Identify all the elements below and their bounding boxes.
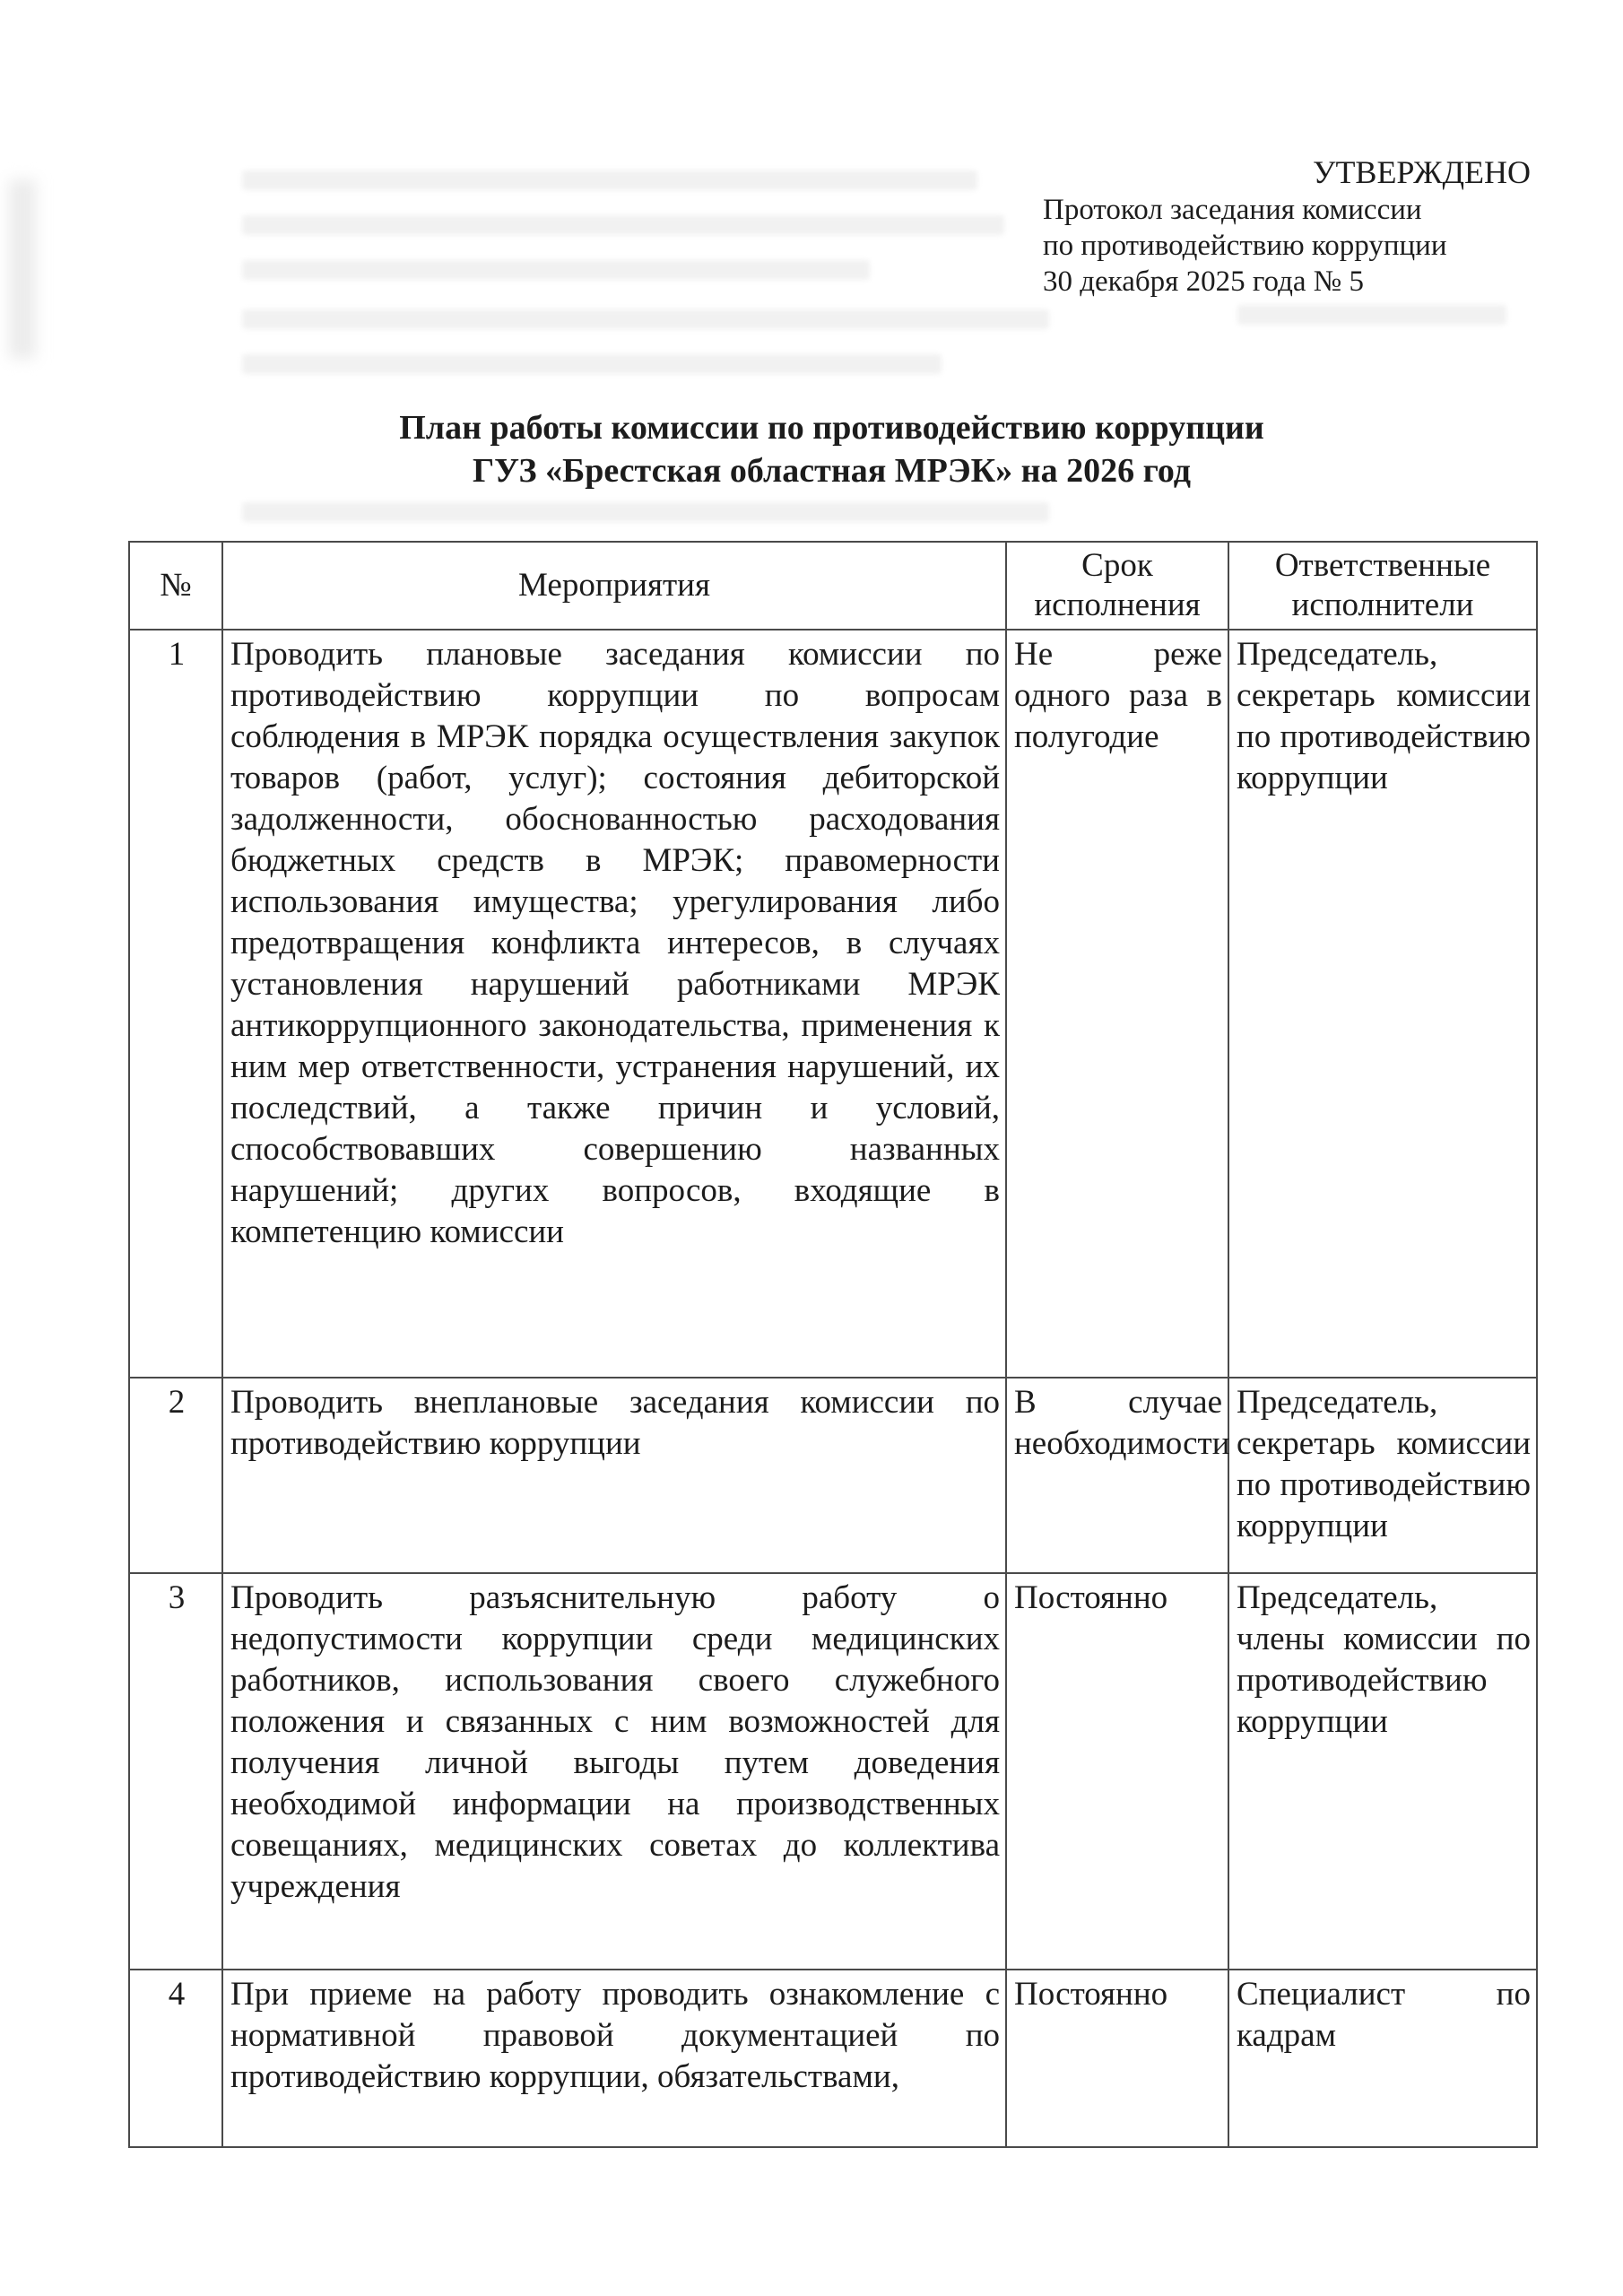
header-term-line-1: Срок — [1081, 547, 1153, 584]
scan-shadow — [9, 179, 36, 359]
row-number: 3 — [129, 1573, 222, 1970]
row-activity: При приеме на работу проводить ознакомление с нормативной правовой документацией по противодействию коррупции, обязательствами, — [222, 1970, 1006, 2147]
table-row — [129, 1378, 1537, 1573]
header-number: № — [129, 542, 222, 630]
header-activities: Мероприятия — [222, 542, 1006, 630]
header-term-line-2: исполнения — [1034, 587, 1201, 623]
work-plan-table — [128, 541, 1538, 2148]
table-row — [129, 630, 1537, 1378]
table-row — [129, 1573, 1537, 1970]
row-number: 2 — [129, 1378, 222, 1573]
bleed-through-artifact — [242, 354, 942, 374]
approval-date-line: 30 декабря 2025 года № 5 — [1043, 265, 1365, 298]
approval-commission-line: по противодействию коррупции — [1043, 230, 1447, 262]
document-title — [128, 406, 1535, 492]
row-activity: Проводить разъяснительную работу о недопустимости коррупции среди медицинских работников, использования своего служебного положения и связанных с ним возможностей для получения личной выгоды путем доведения необходимой информации на производственных совещаниях, медицинских советах до коллектива учреждения — [222, 1573, 1006, 1970]
row-responsible: Председатель, члены комиссии по противодействию коррупции — [1228, 1573, 1537, 1970]
row-responsible: Специалист по кадрам — [1228, 1970, 1537, 2147]
header-responsible-line-2: исполнители — [1291, 587, 1474, 623]
row-number: 4 — [129, 1970, 222, 2147]
row-activity: Проводить внеплановые заседания комиссии по противодействию коррупции — [222, 1378, 1006, 1573]
row-responsible: Председатель, секретарь комиссии по противодействию коррупции — [1228, 630, 1537, 1378]
row-term: Постоянно — [1006, 1970, 1228, 2147]
header-responsible — [1228, 542, 1537, 630]
header-term — [1006, 542, 1228, 630]
approval-protocol-line: Протокол заседания комиссии — [1043, 194, 1422, 226]
row-term: Не реже одного раза в полугодие — [1006, 630, 1228, 1378]
row-number: 1 — [129, 630, 222, 1378]
bleed-through-artifact — [242, 309, 1049, 329]
table-header-row — [129, 542, 1537, 630]
row-responsible: Председатель, секретарь комиссии по противодействию коррупции — [1228, 1378, 1537, 1573]
approval-stamp — [1043, 154, 1545, 300]
row-activity: Проводить плановые заседания комиссии по противодействию коррупции по вопросам соблюдения в МРЭК порядка осуществления закупок товаров (работ, услуг); состояния дебиторской задолженности, обоснованностью расходования бюджетных средств в МРЭК; правомерности использования имущества; урегулирования либо предотвращения конфликта интересов, в случаях установления нарушений работниками МРЭК антикоррупционного законодательства, применения к ним мер ответственности, устранения нарушений, их последствий, а также причин и условий, способствовавших совершению названных нарушений; других вопросов, входящие в компетенцию комиссии — [222, 630, 1006, 1378]
approved-label: УТВЕРЖДЕНО — [1312, 154, 1531, 190]
title-line-1: План работы комиссии по противодействию коррупции — [399, 409, 1264, 447]
table-row — [129, 1970, 1537, 2147]
bleed-through-artifact — [1237, 305, 1506, 325]
title-line-2: ГУЗ «Брестская областная МРЭК» на 2026 год — [472, 452, 1192, 490]
bleed-through-artifact — [242, 215, 1004, 235]
row-term: Постоянно — [1006, 1573, 1228, 1970]
row-term: В случае необходимости — [1006, 1378, 1228, 1573]
bleed-through-artifact — [242, 170, 977, 190]
header-responsible-line-1: Ответственные — [1274, 547, 1491, 584]
bleed-through-artifact — [242, 260, 870, 280]
bleed-through-artifact — [242, 502, 1049, 522]
